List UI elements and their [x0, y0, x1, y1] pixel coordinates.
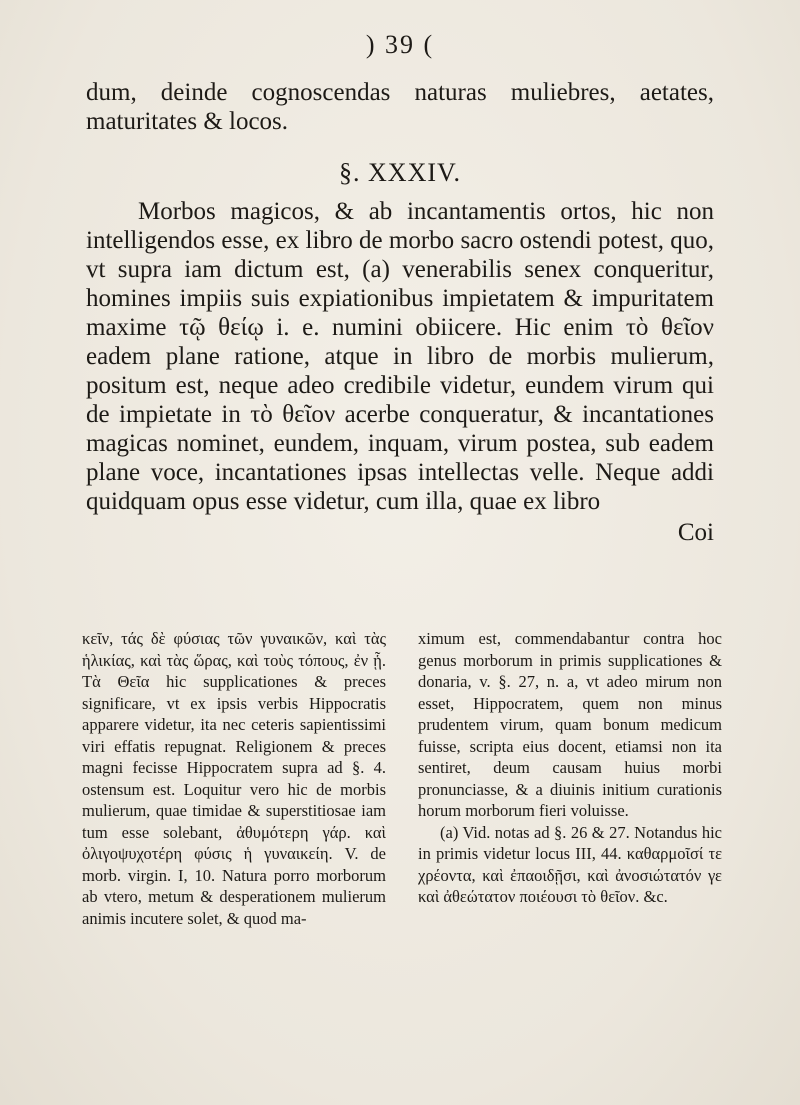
footnotes [82, 628, 722, 929]
catchword: Coi [677, 519, 714, 546]
footnote-column-right [418, 628, 722, 929]
footnote-a: (a) Vid. notas ad §. 26 & 27. Notandus hic in primis videtur locus III, 44. καθαρμοῖσί τε χρέοντα, καὶ ἐπαοιδῇσι, καὶ ἀνοσιώτατόν γε καὶ ἀθεώτατον ποιέουσι τὸ θεῖον. &c. [418, 822, 722, 906]
body-paragraph: Morbos magicos, & ab incantamentis ortos, hic non intelligendos esse, ex libro de morbo sacro ostendi potest, quo, vt supra iam dictum est, (a) venerabilis senex conqueritur, homines impiis suis expiationibus impietatem & impuritatem maxime τῷ θείῳ i. e. numini obiicere. Hic enim τὸ θεῖον eadem plane ratione, atque in libro de morbis mulierum, positum est, neque adeo credibile videtur, eundem virum qui de impietate in τὸ θεῖον acerbe conqueratur, & incantationes magicas nominet, eundem, inquam, virum postea, sub eadem plane voce, incantationes ipsas intellectas velle. Neque addi quidquam opus esse videtur, cum illa, quae ex libro [86, 198, 714, 515]
footnote-left-text: κεῖν, τάς δὲ φύσιας τῶν γυναικῶν, καὶ τὰς ἡλικίας, καὶ τὰς ὥρας, καὶ τοὺς τόπους, ἐν ᾗ. Τὰ Θεῖα hic supplicationes & preces significare, vt ex ipsis verbis Hippocratis apparere videtur, ita nec ceteris sapientissimi viri effatis repugnat. Religionem & preces magni fecisse Hippocratem supra ad §. 4. ostensum est. Loquitur vero hic de morbis mulierum, quae timidae & superstitiosae iam tum esse solebant, ἀθυμότερη γάρ. καὶ ὀλιγοψυχοτέρη φύσις ἡ γυναικείη. V. de morb. virgin. I, 10. Natura porro morborum ab vtero, metum & desperationem mulierum animis incutere solet, & quod ma- [82, 629, 386, 928]
section-heading: §. XXXIV. [339, 158, 461, 187]
main-text-block [86, 78, 714, 547]
footnote-right-text: ximum est, commendabantur contra hoc genus morborum in primis supplicationes & donaria, v. §. 27, n. a, vt adeo mirum non esset, Hippocratem, quem non minus prudentem virum, quam bonum medicum fuisse, scripta eius docent, etiamsi non ita sentiret, deum causam huius morbi pronunciasse, & a diuinis initium curationis horum morborum fieri voluisse. [418, 629, 722, 820]
page-number: ) 39 ( [365, 30, 435, 59]
intro-paragraph: dum, deinde cognoscendas naturas muliebres, aetates, maturitates & locos. [86, 79, 714, 135]
footnote-column-left [82, 628, 386, 929]
